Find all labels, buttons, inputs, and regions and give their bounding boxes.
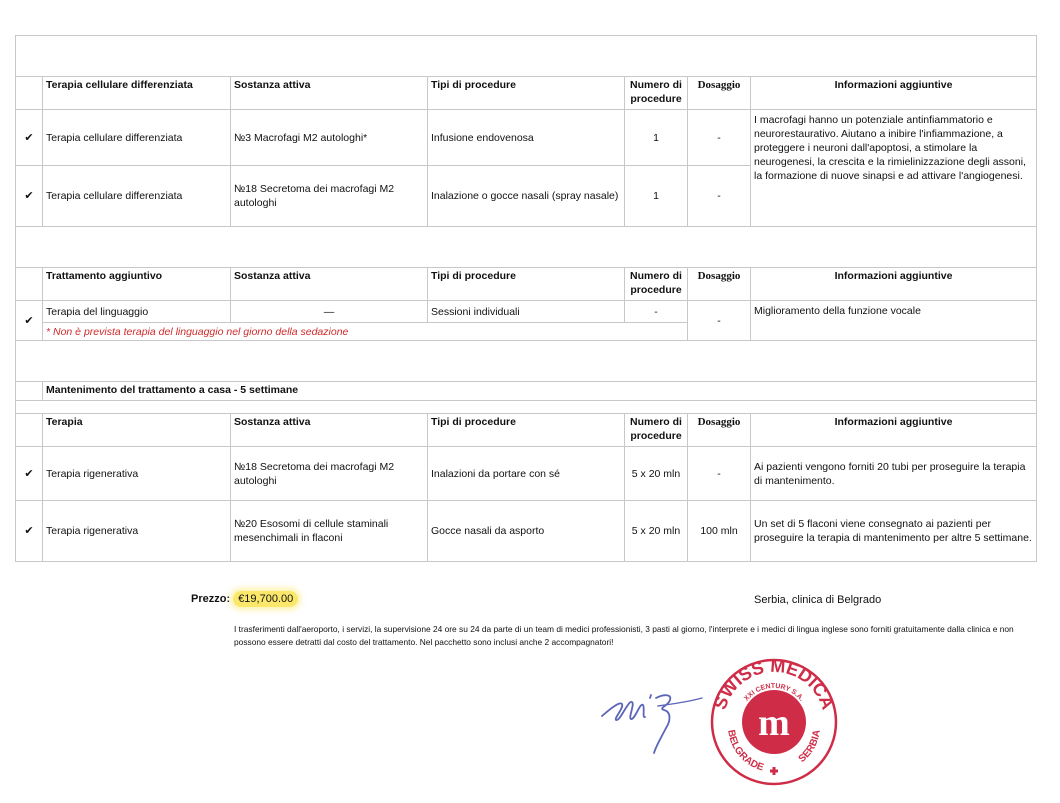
header-info: Informazioni aggiuntive bbox=[751, 414, 1037, 447]
therapy-cell: Terapia rigenerativa bbox=[43, 447, 231, 501]
check-icon: ✔ bbox=[16, 447, 43, 501]
procedure-cell: Inalazione o gocce nasali (spray nasale) bbox=[428, 166, 625, 227]
header-substance: Sostanza attiva bbox=[231, 268, 428, 301]
info-cell: I macrofagi hanno un potenziale antinfiammatorio e neurorestaurativo. Aiutano a inibire l'infiammazione, a proteggere i neuroni dall'apoptosi, a stimolare la neurogenesi, la crescita e la rimielinizzazione degli assoni, la formazione di nuove sinapsi e ad attivare l'angiogenesi. bbox=[751, 110, 1037, 227]
clinic-stamp-icon bbox=[704, 656, 844, 786]
header-dose: Dosaggio bbox=[688, 414, 751, 447]
dose-cell: - bbox=[688, 447, 751, 501]
inclusions-footnote: I trasferimenti dall'aeroporto, i servizi, la supervisione 24 ore su 24 da parte di un team di medici professionisti, 3 pasti al giorno, l'interprete e i medici di lingua inglese sono forniti gratuitamente dalla clinica e non possono essere detratti dal costo del trattamento. Nel pacchetto sono inclusi anche 2 accompagnatori! bbox=[234, 624, 1014, 647]
header-count: Numero di procedure bbox=[625, 268, 688, 301]
stamp-sub: XXI CENTURY S.A. bbox=[743, 682, 805, 703]
count-cell: - bbox=[625, 301, 688, 323]
therapy-cell: Terapia cellulare differenziata bbox=[43, 110, 231, 166]
price bbox=[191, 593, 298, 605]
table-row bbox=[16, 447, 1037, 501]
info-cell: Ai pazienti vengono forniti 20 tubi per proseguire la terapia di mantenimento. bbox=[751, 447, 1037, 501]
therapy-cell: Terapia cellulare differenziata bbox=[43, 166, 231, 227]
stamp-city: BELGRADE bbox=[725, 728, 766, 774]
header-info: Informazioni aggiuntive bbox=[751, 268, 1037, 301]
substance-cell: — bbox=[231, 301, 428, 323]
procedure-cell: Inalazioni da portare con sé bbox=[428, 447, 625, 501]
substance-cell: №18 Secretoma dei macrofagi M2 autologhi bbox=[231, 447, 428, 501]
stamp-country: SERBIA bbox=[796, 728, 823, 765]
substance-cell: №20 Esosomi di cellule staminali mesenchimali in flaconi bbox=[231, 501, 428, 562]
check-icon: ✔ bbox=[16, 110, 43, 166]
dose-cell: - bbox=[688, 110, 751, 166]
substance-cell: №18 Secretoma dei macrofagi M2 autologhi bbox=[231, 166, 428, 227]
procedure-cell: Infusione endovenosa bbox=[428, 110, 625, 166]
section3-header-row bbox=[16, 414, 1037, 447]
signature-icon bbox=[598, 676, 708, 756]
clinic-location: Serbia, clinica di Belgrado bbox=[754, 594, 882, 606]
header-info: Informazioni aggiuntive bbox=[751, 77, 1037, 110]
section2-header-row bbox=[16, 268, 1037, 301]
header-count: Numero di procedure bbox=[625, 414, 688, 447]
header-procedure: Tipi di procedure bbox=[428, 77, 625, 110]
check-icon: ✔ bbox=[16, 501, 43, 562]
dose-cell: 100 mln bbox=[688, 501, 751, 562]
procedure-cell: Gocce nasali da asporto bbox=[428, 501, 625, 562]
header-substance: Sostanza attiva bbox=[231, 414, 428, 447]
header-therapy: Terapia cellulare differenziata bbox=[43, 77, 231, 110]
treatment-plan-table bbox=[15, 35, 1037, 562]
price-label: Prezzo: bbox=[191, 593, 231, 605]
header-therapy: Terapia bbox=[43, 414, 231, 447]
count-cell: 1 bbox=[625, 166, 688, 227]
dose-cell: - bbox=[688, 301, 751, 341]
spacer-row bbox=[16, 401, 1037, 414]
table-row bbox=[16, 501, 1037, 562]
header-dose: Dosaggio bbox=[688, 77, 751, 110]
count-cell: 1 bbox=[625, 110, 688, 166]
stamp-monogram: m bbox=[758, 702, 790, 744]
section1-header-row bbox=[16, 77, 1037, 110]
count-cell: 5 x 20 mln bbox=[625, 501, 688, 562]
header-count: Numero di procedure bbox=[625, 77, 688, 110]
spacer-row bbox=[16, 341, 1037, 382]
header-therapy: Trattamento aggiuntivo bbox=[43, 268, 231, 301]
header-substance: Sostanza attiva bbox=[231, 77, 428, 110]
count-cell: 5 x 20 mln bbox=[625, 447, 688, 501]
table-row bbox=[16, 110, 1037, 166]
dose-cell: - bbox=[688, 166, 751, 227]
info-cell: Miglioramento della funzione vocale bbox=[751, 301, 1037, 341]
therapy-cell: Terapia del linguaggio bbox=[43, 301, 231, 323]
header-procedure: Tipi di procedure bbox=[428, 414, 625, 447]
header-procedure: Tipi di procedure bbox=[428, 268, 625, 301]
spacer-row bbox=[16, 36, 1037, 77]
section3-title: Mantenimento del trattamento a casa - 5 settimane bbox=[43, 382, 1037, 401]
header-dose: Dosaggio bbox=[688, 268, 751, 301]
therapy-cell: Terapia rigenerativa bbox=[43, 501, 231, 562]
spacer-row bbox=[16, 227, 1037, 268]
section3-title-row bbox=[16, 382, 1037, 401]
speech-therapy-note: * Non è prevista terapia del linguaggio nel giorno della sedazione bbox=[43, 323, 688, 341]
check-icon: ✔ bbox=[16, 166, 43, 227]
stamp-brand: SWISS MEDICA bbox=[709, 656, 839, 713]
substance-cell: №3 Macrofagi M2 autologhi* bbox=[231, 110, 428, 166]
check-icon: ✔ bbox=[16, 301, 43, 341]
table-row bbox=[16, 301, 1037, 323]
procedure-cell: Sessioni individuali bbox=[428, 301, 625, 323]
info-cell: Un set di 5 flaconi viene consegnato ai pazienti per proseguire la terapia di mantenimento per altre 5 settimane. bbox=[751, 501, 1037, 562]
price-value: €19,700.00 bbox=[233, 591, 298, 607]
